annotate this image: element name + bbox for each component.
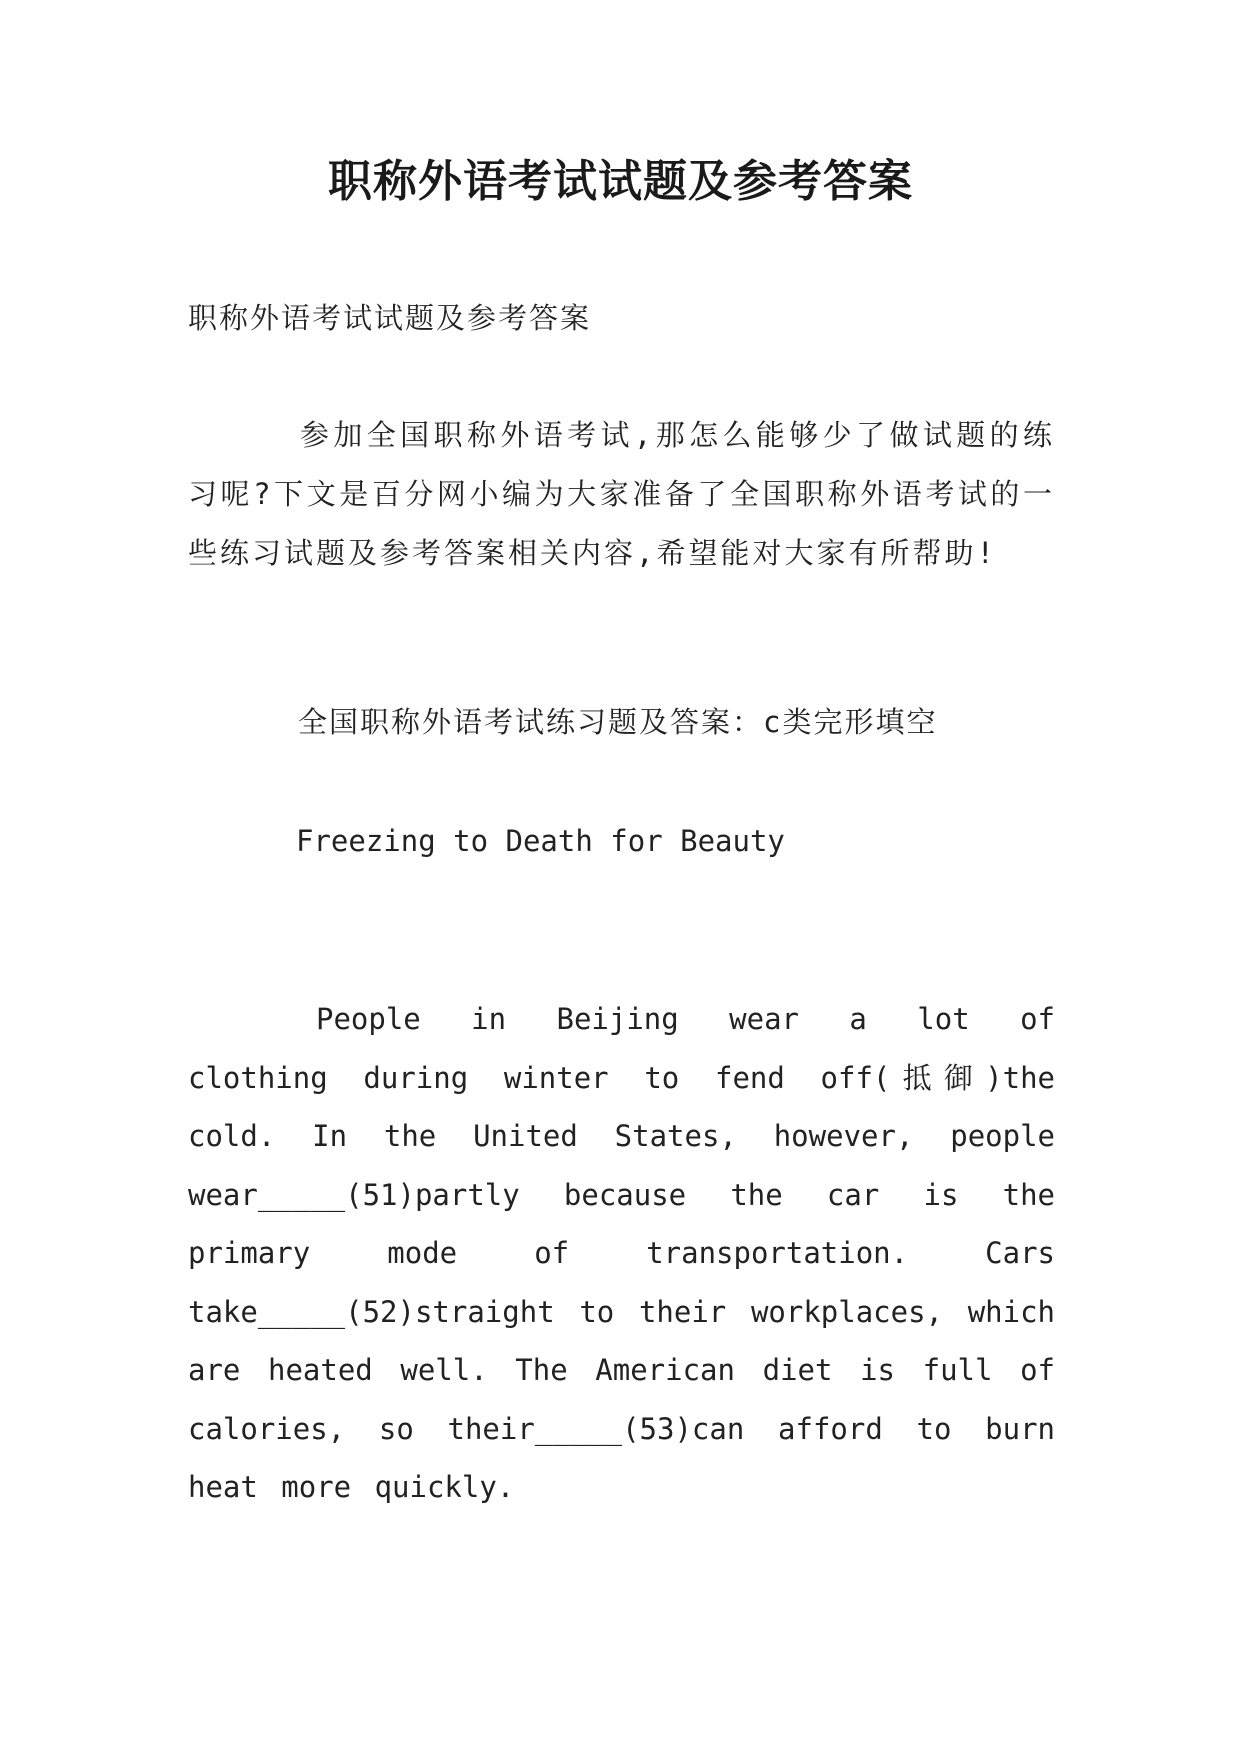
passage-paragraph: People in Beijing wear a lot of clothing during winter to fend off(抵御)the cold. In the United States, however, people wear_____(51)partly because the car is the primary mode of transportation. Cars take_____(52)straight to their workplaces, which are heated well. The American diet is full of calories, so their_____(53)can afford to burn heat more quickly.	[188, 1002, 1055, 1504]
section-heading: 全国职称外语考试练习题及答案：c类完形填空	[298, 705, 938, 739]
document-subtitle: 职称外语考试试题及参考答案	[188, 301, 592, 335]
intro-paragraph: 参加全国职称外语考试,那怎么能够少了做试题的练习呢?下文是百分网小编为大家准备了全国职称外语考试的一些练习试题及参考答案相关内容,希望能对大家有所帮助!	[188, 418, 1055, 570]
article-title: Freezing to Death for Beauty	[296, 824, 785, 858]
document-title: 职称外语考试试题及参考答案	[328, 156, 913, 207]
